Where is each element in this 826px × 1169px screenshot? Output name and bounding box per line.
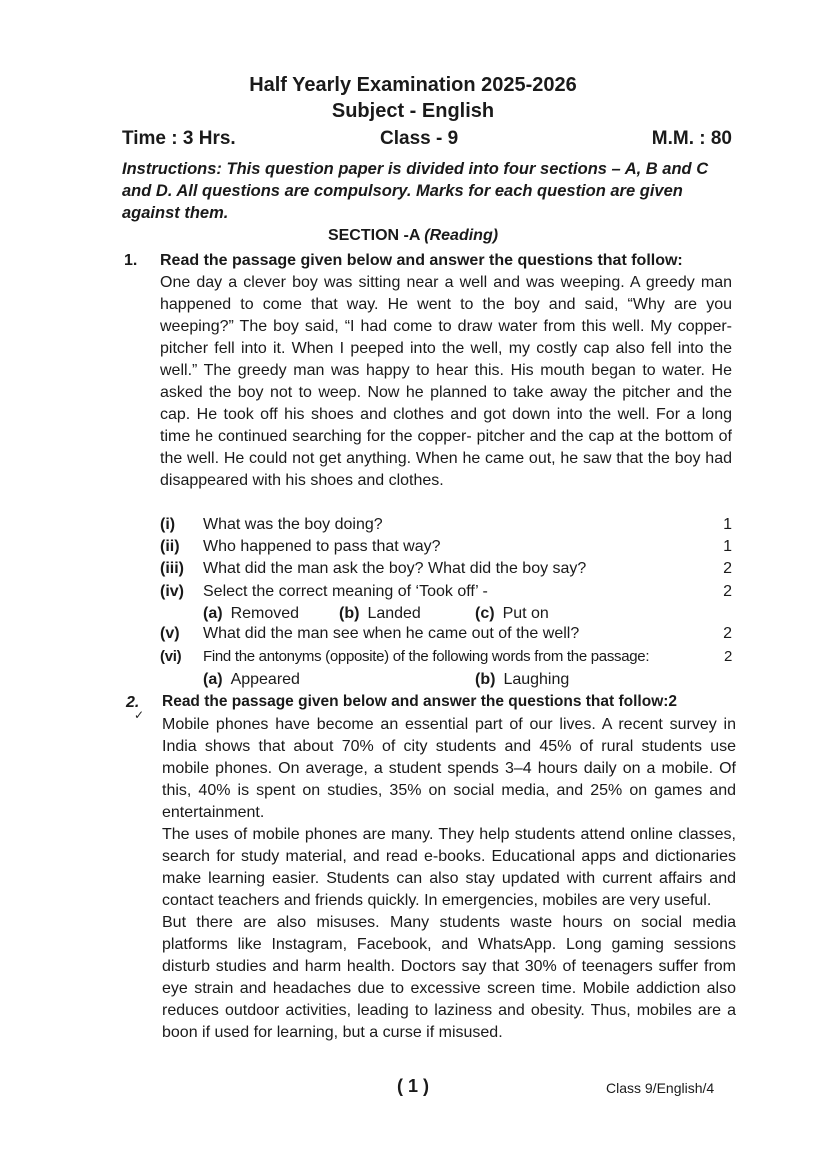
subquestion-text: Select the correct meaning of ‘Took off’ - <box>203 583 488 600</box>
option-text: Appeared <box>230 671 300 688</box>
q2-paragraph: But there are also misuses. Many students waste hours on social media platforms like Instagram, Facebook, and WhatsApp. Long gaming sessions disturb studies and harm health. Doctors say that 30% of teenagers suffer from eye strain and headaches due to excessive screen time. Mobile addiction also reduces outdoor activities, leading to laziness and obesity. Thus, mobiles are a boon if used for learning, but a curse if misused. <box>162 914 736 1041</box>
exam-max-marks: M.M. : 80 <box>651 128 732 149</box>
q1-heading: Read the passage given below and answer the questions that follow: <box>160 252 683 269</box>
exam-header <box>0 72 826 124</box>
subquestion-text: What was the boy doing? <box>203 516 383 533</box>
q2-paragraph: The uses of mobile phones are many. They help students attend online classes, search for study material, and read e-books. Educational apps and dictionaries make learning easier. Students can also stay updated with current affairs and contact teachers and friends quickly. In emergencies, mobiles are very useful. <box>162 826 736 909</box>
subquestion-text: Who happened to pass that way? <box>203 538 441 555</box>
exam-time: Time : 3 Hrs. <box>122 128 236 149</box>
option-label: (a) <box>203 671 223 688</box>
subquestion-marks: 1 <box>723 516 732 533</box>
option <box>203 671 300 689</box>
option-text: Landed <box>367 605 421 622</box>
subquestion-text: What did the man see when he came out of the well? <box>203 625 580 642</box>
q1-subquestion <box>160 516 732 538</box>
exam-title: Half Yearly Examination 2025-2026 <box>249 74 577 96</box>
subquestion-number: (i) <box>160 516 176 533</box>
section-a-heading <box>0 227 826 245</box>
q2-passage <box>162 714 736 1044</box>
option <box>475 671 569 689</box>
option-text: Laughing <box>503 671 570 688</box>
q1-subquestion <box>160 648 732 670</box>
q1-subquestion <box>160 625 732 647</box>
subquestion-number: (v) <box>160 625 180 642</box>
q1-subquestion <box>160 583 732 605</box>
option-label: (b) <box>475 671 496 688</box>
subquestion-number: (iv) <box>160 583 184 600</box>
option <box>339 605 421 623</box>
option <box>475 605 549 623</box>
paper-code: Class 9/English/4 <box>606 1080 715 1096</box>
exam-class: Class - 9 <box>380 128 459 149</box>
q1-passage: One day a clever boy was sitting near a well and was weeping. A greedy man happened to come that way. He went to the boy and said, “Why are you weeping?” The boy said, “I had come to draw water from this well. My copper-pitcher fell into it. When I peeped into the well, my costly cap also fell into the well.” The greedy man was happy to hear this. His mouth began to water. He asked the boy not to weep. Now he planned to take away the pitcher and the cap. He took off his shoes and clothes and got down into the well. For a long time he continued searching for the copper- pitcher and the cap at the bottom of the well. He could not get anything. When he came out, he saw that the boy had disappeared with his shoes and clothes. <box>160 274 732 489</box>
section-a-label: SECTION -A <box>327 227 420 244</box>
subquestion-marks: 2 <box>723 648 732 665</box>
option-text: Removed <box>230 605 300 622</box>
exam-subject: Subject - English <box>331 100 495 122</box>
page-number: ( 1 ) <box>396 1076 429 1096</box>
option <box>203 605 299 623</box>
subquestion-number: (vi) <box>160 648 182 665</box>
option-label: (c) <box>475 605 495 622</box>
section-a-sub: (Reading) <box>424 227 499 244</box>
option-label: (a) <box>203 605 223 622</box>
option-label: (b) <box>339 605 360 622</box>
subquestion-number: (iii) <box>160 560 184 577</box>
instructions: Instructions: This question paper is divided into four sections – A, B and C and D. All questions are compulsory. Marks for each question are given against them. <box>122 160 709 222</box>
subquestion-text: What did the man ask the boy? What did the boy say? <box>203 560 587 577</box>
q2-paragraph: Mobile phones have become an essential part of our lives. A recent survey in India shows that about 70% of city students and 45% of rural students use mobile phones. On average, a student spends 3–4 hours daily on a mobile. Of this, 40% is spent on studies, 35% on social media, and 25% on games and entertainment. <box>162 716 736 821</box>
option-text: Put on <box>502 605 549 622</box>
subquestion-marks: 1 <box>723 538 732 555</box>
q1-subquestion <box>160 560 732 582</box>
subquestion-text: Find the antonyms (opposite) of the following words from the passage: <box>203 648 650 665</box>
exam-meta-row <box>122 128 732 154</box>
q2-heading: Read the passage given below and answer the questions that follow:2 <box>162 693 678 710</box>
q1-options-vi <box>203 671 623 693</box>
q1-number: 1. <box>124 252 138 269</box>
q1-subquestion <box>160 538 732 560</box>
check-mark-icon: ✓ <box>134 708 145 722</box>
q2-number: 2. <box>126 694 140 711</box>
subquestion-number: (ii) <box>160 538 180 555</box>
subquestion-marks: 2 <box>723 560 732 577</box>
q1-options-iv <box>203 605 603 627</box>
subquestion-marks: 2 <box>723 625 732 642</box>
subquestion-marks: 2 <box>723 583 732 600</box>
